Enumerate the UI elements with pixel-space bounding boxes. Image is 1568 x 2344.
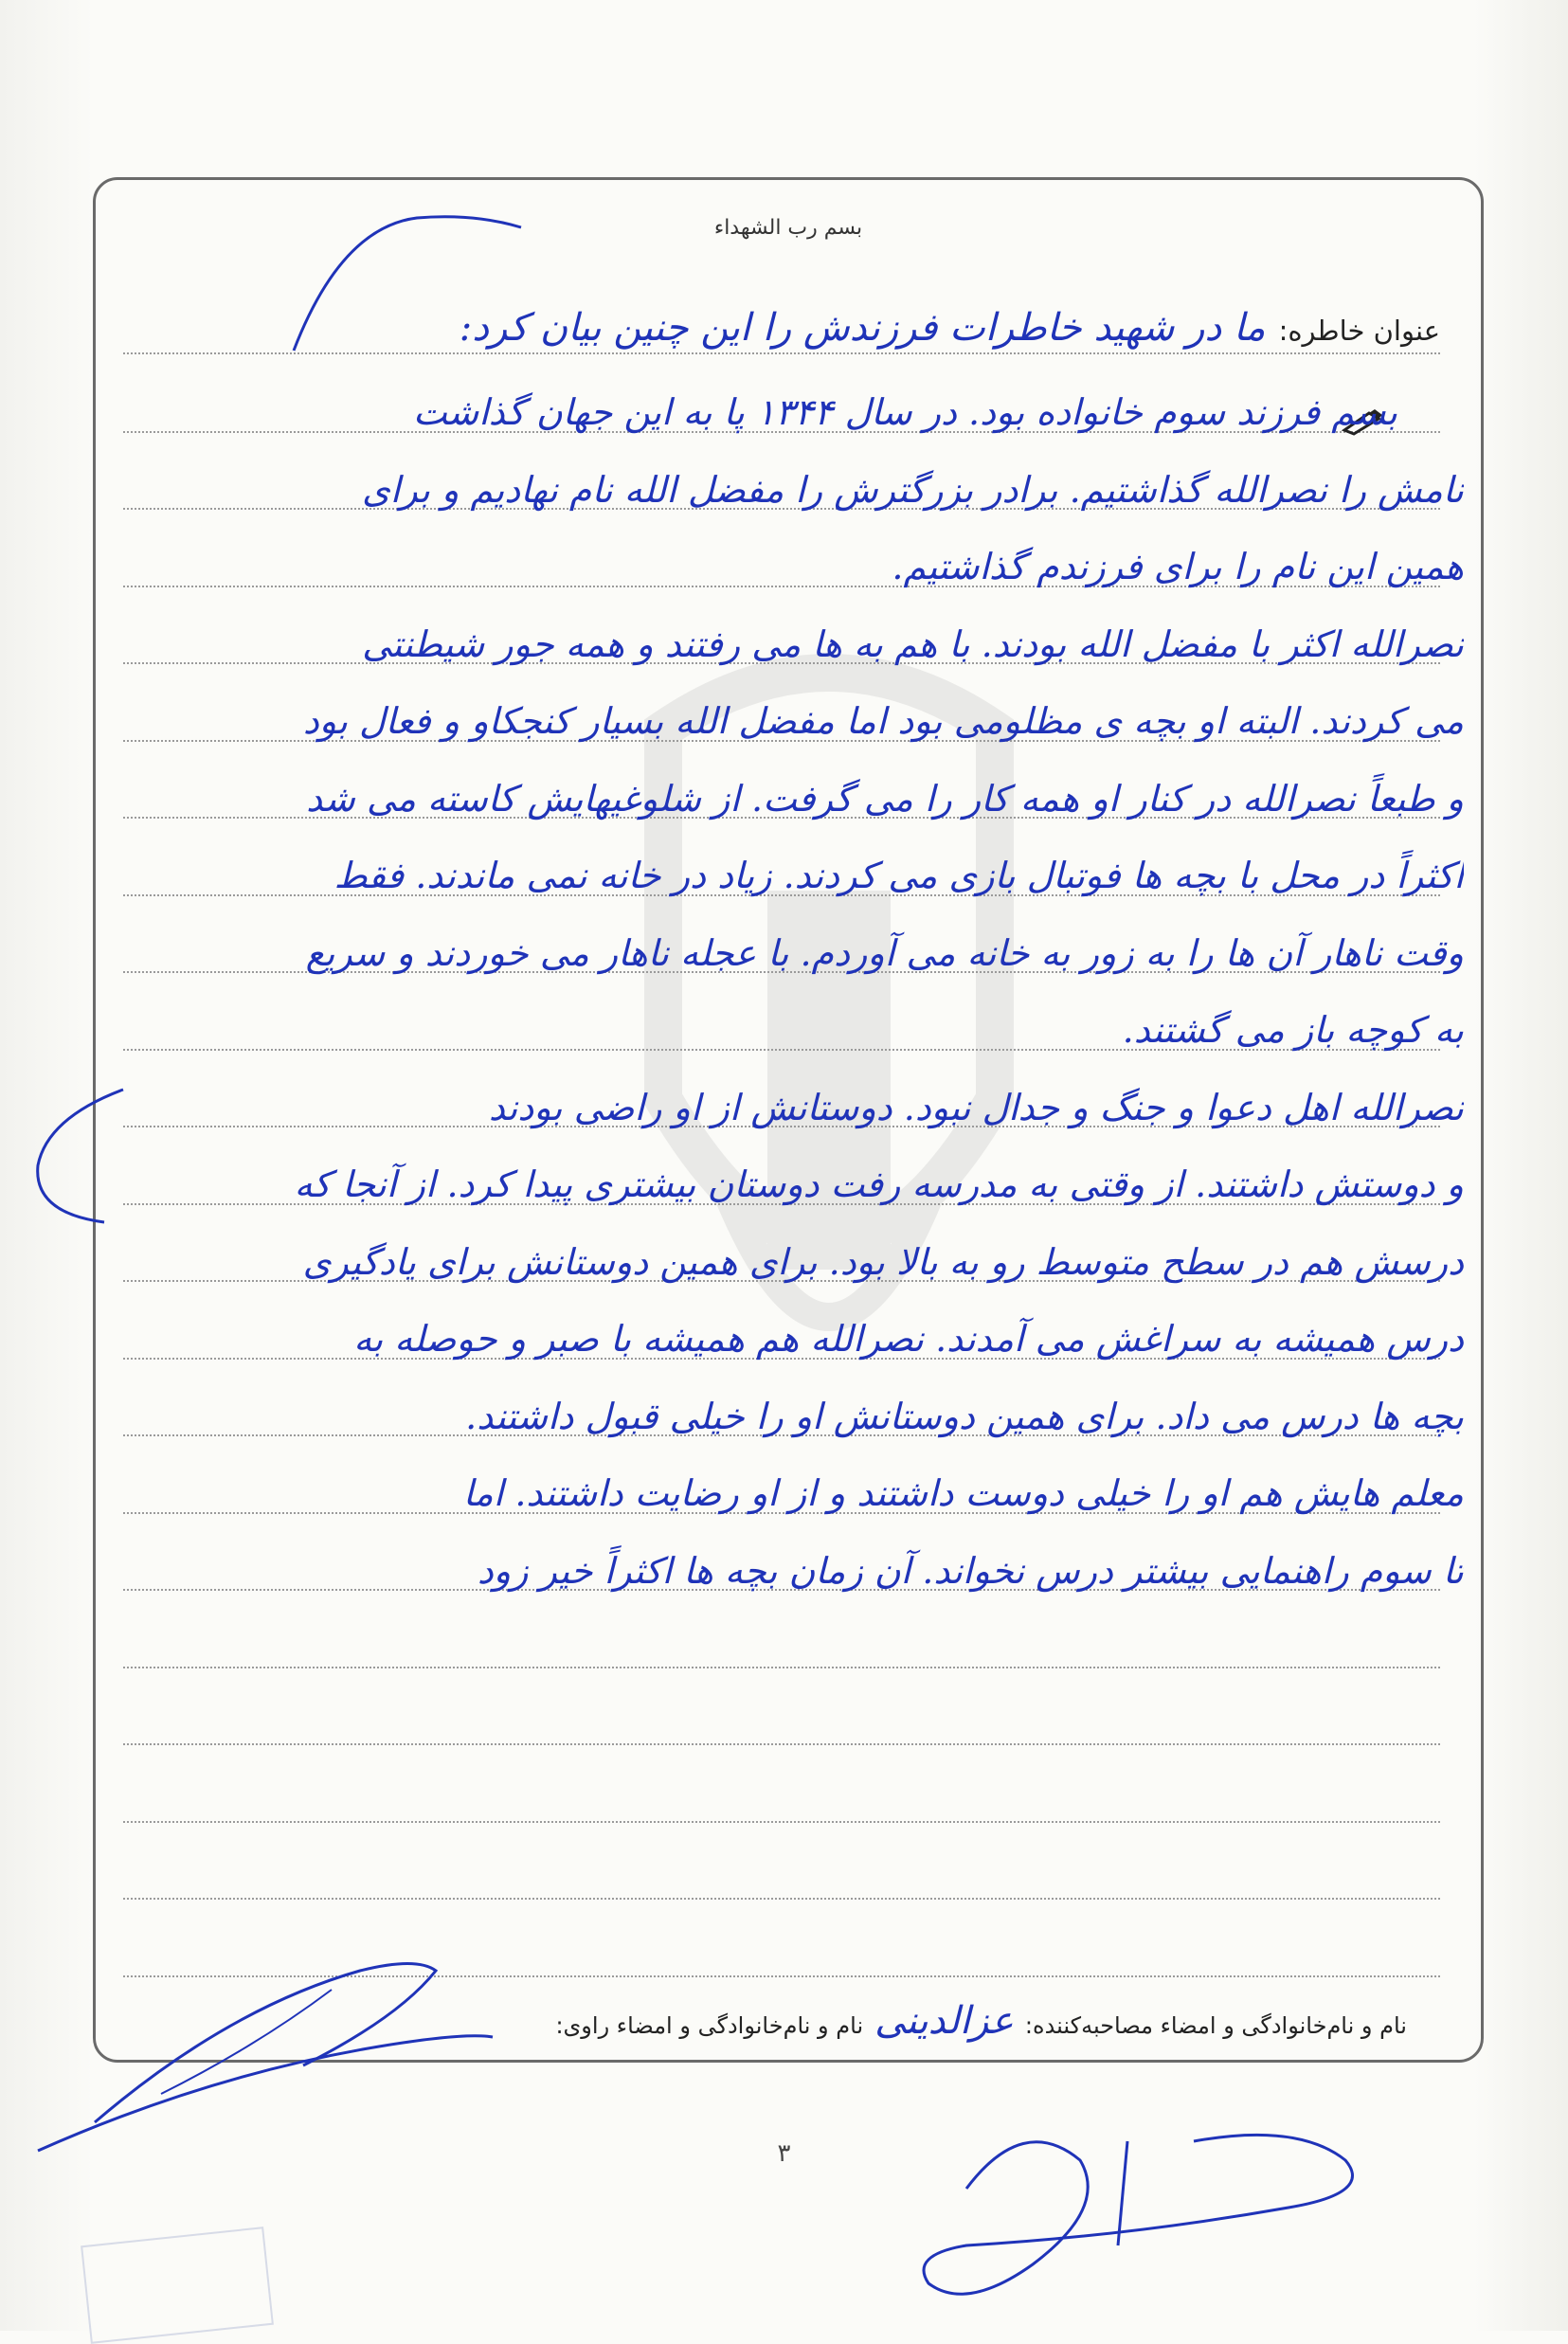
body-line: وقت ناهار آن ها را به زور به خانه می آوردم. با عجله ناهار می خوردند و سریع [305, 931, 1464, 974]
page-number: ۳ [777, 2139, 791, 2168]
interviewer-name-handwriting: عزالدینی [874, 1999, 1014, 2043]
body-line: نصرالله اهل دعوا و جنگ و جدال نبود. دوستانش از او راضی بودند [488, 1086, 1464, 1128]
body-line: همین این نام را برای فرزندم گذاشتیم. [892, 546, 1464, 587]
ruled-line [123, 1667, 1440, 1668]
narrator-label: نام و نام‌خانوادگی و امضاء راوی: [555, 2012, 864, 2039]
title-label: عنوان خاطره: [1278, 315, 1440, 347]
body-line: معلم هایش هم او را خیلی دوست داشتند و از او رضایت داشتند. اما [462, 1472, 1464, 1514]
ruled-line [123, 1898, 1440, 1900]
title-handwriting: ما در شهید خاطرات فرزندش را این چنین بیان کرد: [459, 306, 1266, 350]
interviewer-label: نام و نام‌خانوادگی و امضاء مصاحبه‌کننده: [1024, 2012, 1407, 2039]
body-line: بچه ها درس می داد. برای همین دوستانش او را خیلی قبول داشتند. [465, 1395, 1464, 1437]
top-signature-scribble [284, 208, 531, 360]
form-header: بسم رب الشهداء [713, 216, 863, 240]
ruled-line [123, 1821, 1440, 1823]
body-line: می کردند. البته او بچه ی مظلومی بود اما مفضل الله بسیار کنجکاو و فعال بود [302, 700, 1464, 742]
body-line: اکثراً در محل با بچه ها فوتبال بازی می کردند. زیاد در خانه نمی ماندند. فقط [333, 855, 1464, 896]
bottom-signature-scribble [891, 2103, 1383, 2321]
body-line: نامش را نصرالله گذاشتیم. برادر بزرگترش را مفضل الله نام نهادیم و برای [362, 468, 1464, 511]
left-signature-scribble [19, 1933, 512, 2170]
body-line: به کوچه باز می گشتند. [1122, 1009, 1464, 1051]
body-line: بسم فرزند سوم خانواده بود. در سال ۱۳۴۴ پا به این جهان گذاشت [413, 391, 1397, 433]
ruled-line [123, 1743, 1440, 1745]
body-line: درس همیشه به سراغش می آمدند. نصرالله هم همیشه با صبر و حوصله به [353, 1318, 1464, 1360]
handwritten-body [99, 374, 1464, 1610]
body-line: نصرالله اکثر با مفضل الله بودند. با هم به ها می رفتند و همه جور شیطنتی [362, 622, 1464, 665]
faint-stamp [81, 2227, 274, 2344]
body-line: و طبعاً نصرالله در کنار او همه کار را می گرفت. از شلوغیهایش کاسته می شد [306, 777, 1464, 820]
body-line: درسش هم در سطح متوسط رو به بالا بود. برای همین دوستانش برای یادگیری [302, 1240, 1464, 1283]
margin-scribble [19, 1080, 142, 1232]
body-line: و دوستش داشتند. از وقتی به مدرسه رفت دوستان بیشتری پیدا کرد. از آنجا که [294, 1163, 1464, 1205]
body-line: تا سوم راهنمایی بیشتر درس نخواند. آن زمان بچه ها اکثراً خیر زود [477, 1549, 1464, 1592]
